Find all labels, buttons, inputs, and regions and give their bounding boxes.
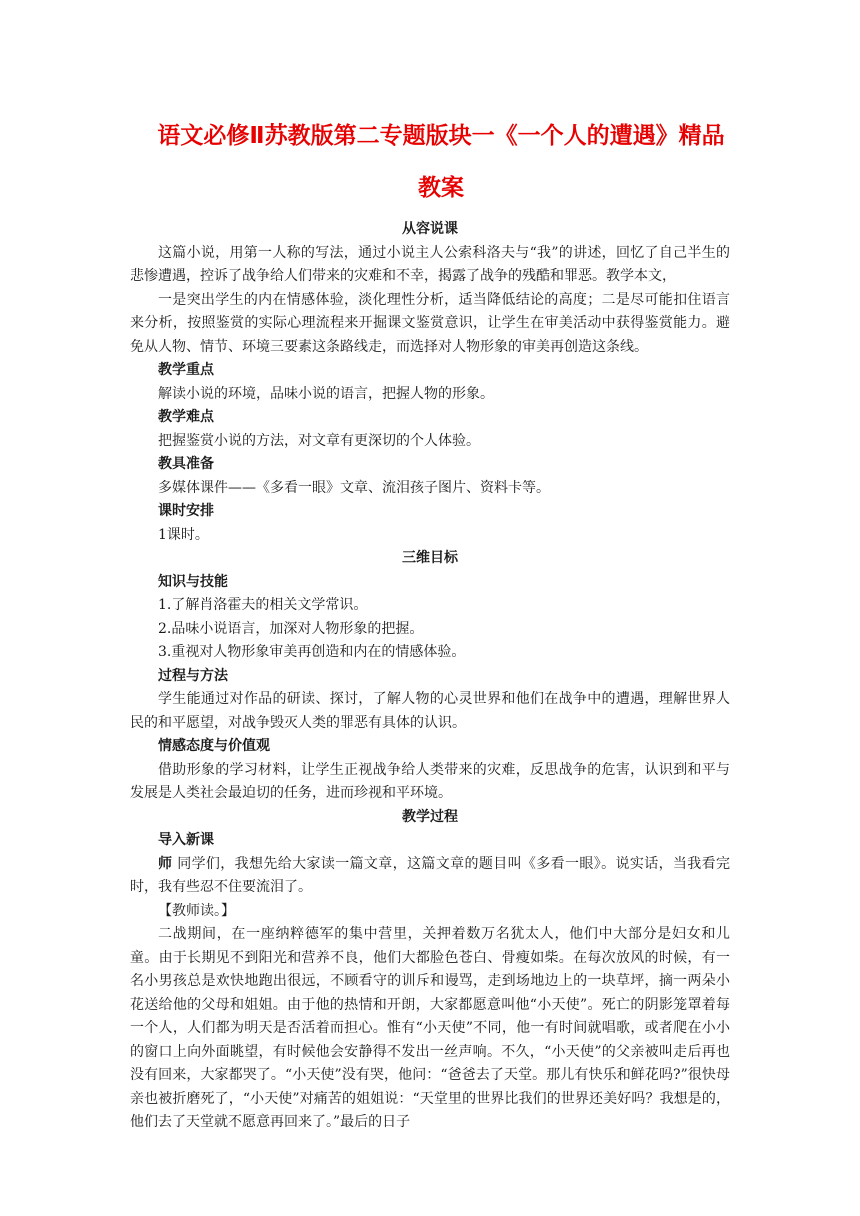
- lead-in-heading: 导入新课: [158, 832, 214, 848]
- document-body: [130, 110, 730, 1135]
- section-intro-heading: 从容说课: [402, 221, 458, 237]
- knowledge-item-2: 2.品味小说语言，加深对人物形象的把握。: [158, 620, 424, 637]
- goals-heading: 三维目标: [402, 550, 458, 566]
- teacher-text: 同学们，我想先给大家读一篇文章，这篇文章的题目叫《多看一眼》。说实话，当我看完时，我有些忍不住要流泪了。: [130, 855, 731, 895]
- difficulty-text: 把握鉴赏小说的方法，对文章有更深切的个人体验。: [158, 432, 480, 449]
- teaching-process-heading: 教学过程: [402, 808, 458, 825]
- knowledge-heading: 知识与技能: [158, 573, 228, 590]
- attitude-text: 借助形象的学习材料，让学生正视战争给人类带来的灾难，反思战争的危害，认识到和平与发展是人类社会最迫切的任务，进而珍视和平环境。: [130, 761, 730, 801]
- teacher-label: 师: [158, 855, 173, 872]
- focus-heading: 教学重点: [158, 362, 214, 378]
- intro-paragraph-2: 一是突出学生的内在情感体验，淡化理性分析，适当降低结论的高度；二是尽可能扣住语言来分析，按照鉴赏的实际心理流程来开掘课文鉴赏意识，让学生在审美活动中获得鉴赏能力。避免从人物、情节、环境三要素这条路线走，而选择对人物形象的审美再创造这条线。: [130, 291, 730, 355]
- document-title: 语文必修Ⅱ苏教版第二专题版块一《一个人的遭遇》精品教案: [157, 123, 725, 201]
- teacher-reads-note: 【教师读。】: [158, 902, 235, 919]
- process-heading: 过程与方法: [158, 667, 228, 684]
- difficulty-heading: 教学难点: [158, 409, 214, 425]
- tools-heading: 教具准备: [158, 456, 214, 472]
- tools-text: 多媒体课件——《多看一眼》文章、流泪孩子图片、资料卡等。: [158, 479, 550, 496]
- story-paragraph: 二战期间，在一座纳粹德军的集中营里，关押着数万名犹太人，他们中大部分是妇女和儿童。由于长期见不到阳光和营养不良，他们大都脸色苍白、骨瘦如柴。在每次放风的时候，有一名小男孩总是欢快地跑出很远，不顾看守的训斥和谩骂，走到场地边上的一块草坪，摘一两朵小花送给他的父母和姐姐。由于他的热情和开朗，大家都愿意叫他“小天使”。死亡的阴影笼罩着每一个人，人们都为明天是否活着而担心。惟有“小天使”不同，他一有时间就唱歌，或者爬在小小的窗口上向外面眺望，有时候他会安静得不发出一丝声响。不久，“小天使”的父亲被叫走后再也没有回来，大家都哭了。“小天使”没有哭，他问：“爸爸去了天堂。那儿有快乐和鲜花吗?”很快母亲也被折磨死了，“小天使”对痛苦的姐姐说：“天堂里的世界比我们的世界还美好吗？我想是的，他们去了天堂就不愿意再回来了。”最后的日子: [130, 926, 730, 1130]
- schedule-text: 1课时。: [158, 526, 209, 543]
- knowledge-item-1: 1.了解肖洛霍夫的相关文学常识。: [158, 597, 368, 613]
- teacher-paragraph: [130, 853, 730, 900]
- process-text: 学生能通过对作品的研读、探讨，了解人物的心灵世界和他们在战争中的遭遇，理解世界人民的和平愿望，对战争毁灭人类的罪恶有具体的认识。: [130, 691, 730, 731]
- knowledge-item-3: 3.重视对人物形象审美再创造和内在的情感体验。: [158, 644, 466, 660]
- focus-text: 解读小说的环境，品味小说的语言，把握人物的形象。: [158, 385, 494, 402]
- schedule-heading: 课时安排: [158, 503, 214, 519]
- intro-paragraph-1: 这篇小说，用第一人称的写法，通过小说主人公索科洛夫与“我”的讲述，回忆了自己半生的悲惨遭遇，控诉了战争给人们带来的灾难和不幸，揭露了战争的残酷和罪恶。教学本文，: [130, 244, 730, 284]
- attitude-heading: 情感态度与价值观: [158, 738, 270, 754]
